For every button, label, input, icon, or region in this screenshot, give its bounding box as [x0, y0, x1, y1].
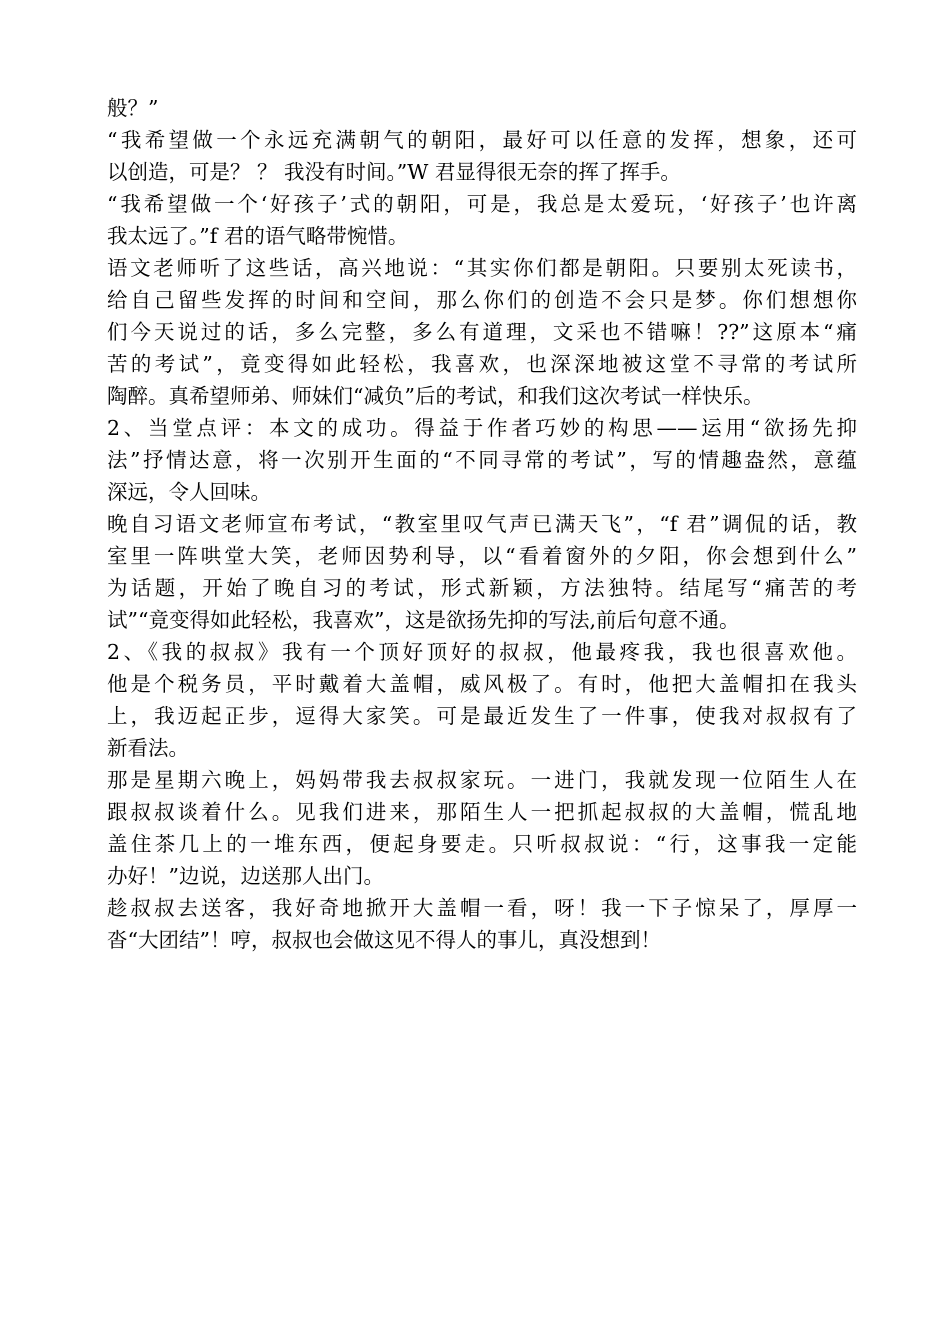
text-line: 般？”: [107, 96, 159, 120]
text-line: 为话题，开始了晚自习的考试，形式新颖，方法独特。结尾写“痛苦的考: [107, 576, 857, 600]
text-line: 语文老师听了这些话，高兴地说：“其实你们都是朝阳。只要别太死读书，: [107, 256, 857, 280]
text-line: 上，我迈起正步，逗得大家笑。可是最近发生了一件事，使我对叔叔有了: [107, 704, 857, 728]
text-line: 苦的考试”，竟变得如此轻松，我喜欢，也深深地被这堂不寻常的考试所: [107, 352, 857, 376]
text-line: 趁叔叔去送客，我好奇地掀开大盖帽一看，呀！我一下子惊呆了，厚厚一: [107, 896, 857, 920]
text-line: 给自己留些发挥的时间和空间，那么你们的创造不会只是梦。你们想想你: [107, 288, 857, 312]
text-line: 那是星期六晚上，妈妈带我去叔叔家玩。一进门，我就发现一位陌生人在: [107, 768, 857, 792]
text-line: “我希望做一个永远充满朝气的朝阳，最好可以任意的发挥，想象，还可: [107, 128, 857, 152]
text-line: 办好！”边说，边送那人出门。: [107, 864, 384, 888]
document-page: [107, 92, 857, 956]
text-line: 沓“大团结”！哼，叔叔也会做这见不得人的事儿，真没想到！: [107, 928, 661, 952]
text-line: 试”“竟变得如此轻松，我喜欢”，这是欲扬先抑的写法,前后句意不通。: [107, 608, 740, 632]
text-line: 2、当堂点评：本文的成功。得益于作者巧妙的构思——运用“欲扬先抑: [107, 416, 857, 440]
text-line: “我希望做一个‘好孩子’式的朝阳，可是，我总是太爱玩，‘好孩子’也许离: [107, 192, 857, 216]
text-line: 以创造，可是？ ？ 我没有时间。”W 君显得很无奈的挥了挥手。: [107, 160, 681, 184]
text-line: 新看法。: [107, 736, 189, 760]
text-line: 们今天说过的话，多么完整，多么有道理，文采也不错嘛！??”这原本“痛: [107, 320, 857, 344]
text-line: 他是个税务员，平时戴着大盖帽，威风极了。有时，他把大盖帽扣在我头: [107, 672, 857, 696]
text-line: 晚自习语文老师宣布考试，“教室里叹气声已满天飞”，“f 君”调侃的话，教: [107, 512, 857, 536]
text-line: 法”抒情达意，将一次别开生面的“不同寻常的考试”，写的情趣盎然，意蕴: [107, 448, 857, 472]
text-line: 盖住茶几上的一堆东西，便起身要走。只听叔叔说：“行，这事我一定能: [107, 832, 857, 856]
text-line: 深远，令人回味。: [107, 480, 271, 504]
text-line: 室里一阵哄堂大笑，老师因势利导，以“看着窗外的夕阳，你会想到什么”: [107, 544, 857, 568]
text-line: 跟叔叔谈着什么。见我们进来，那陌生人一把抓起叔叔的大盖帽，慌乱地: [107, 800, 857, 824]
text-line: 2、《我的叔叔》我有一个顶好顶好的叔叔，他最疼我，我也很喜欢他。: [107, 640, 857, 664]
text-line: 我太远了。”f 君的语气略带惋惜。: [107, 224, 409, 248]
text-line: 陶醉。真希望师弟、师妹们“减负”后的考试，和我们这次考试一样快乐。: [107, 384, 764, 408]
